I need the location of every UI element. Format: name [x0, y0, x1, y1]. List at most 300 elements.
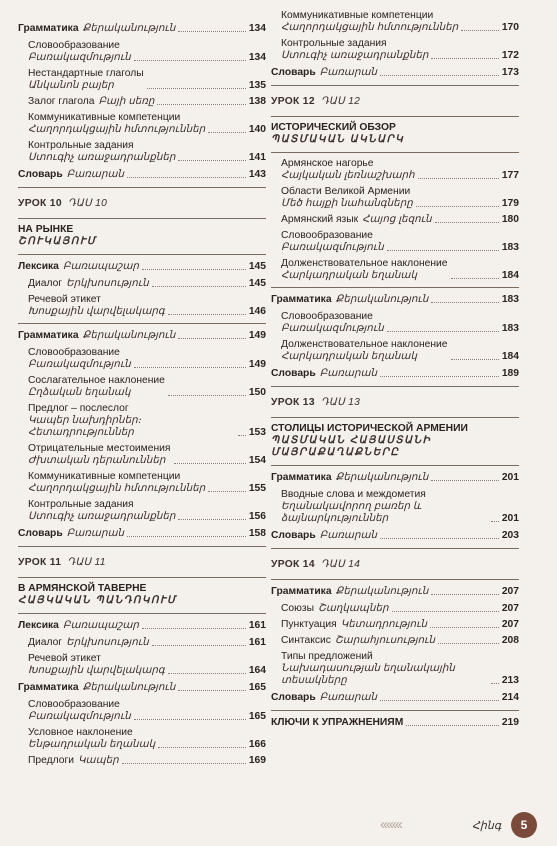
page-number: 150: [248, 387, 266, 398]
entry-text: [28, 278, 149, 290]
entry-hy: Շաղկապներ: [318, 603, 389, 614]
page-number: 143: [248, 169, 266, 180]
entry-text: [281, 311, 384, 335]
entry-ru: Словарь: [271, 368, 316, 379]
entry-ru: Словарь: [271, 692, 316, 703]
toc-entry: [18, 138, 266, 166]
toc-entry: [18, 525, 266, 543]
page-word-label: Հինգ: [472, 820, 502, 832]
entry-ru: Грамматика: [18, 682, 79, 693]
entry-ru: Нестандартные глаголы: [28, 68, 144, 79]
toc-entry: [271, 309, 519, 337]
toc-entry: [271, 601, 519, 617]
separator-line: [18, 577, 266, 578]
toc-entry: [271, 36, 519, 64]
toc-entry: [271, 337, 519, 365]
page-number-badge: 5: [511, 812, 537, 838]
entry-hy: Բառարան: [319, 692, 378, 703]
leader-dots: [451, 278, 499, 279]
page-number: 183: [501, 323, 519, 334]
leader-dots: [178, 160, 245, 161]
toc-entry: [271, 583, 519, 601]
lesson-title-hy: ՊԱՏՄԱԿԱՆ ՀԱՅԱՍՏԱՆԻ ՄԱՅՐԱՔԱՂԱՔՆԵՐԸ: [271, 435, 432, 458]
toc-entry: [18, 20, 266, 38]
entry-ru: Словарь: [18, 528, 63, 539]
leader-dots: [178, 519, 245, 520]
entry-text: [28, 96, 154, 108]
lesson-number-hy: ԴԱՍ 12: [320, 96, 361, 107]
toc-entry: [18, 497, 266, 525]
leader-dots: [134, 367, 246, 368]
entry-ru: Армянское нагорье: [281, 158, 374, 169]
entry-text: [18, 169, 124, 181]
entry-text: [18, 330, 175, 342]
entry-ru: Контрольные задания: [28, 140, 134, 151]
entry-hy: Ըղձական եղանակ: [28, 387, 131, 398]
entry-hy: Ստուգիչ առաջադրանքներ: [281, 50, 429, 61]
entry-ru: Отрицательные местоимения: [28, 443, 171, 454]
arrows-decoration-icon: ‹‹‹‹‹‹‹: [380, 816, 401, 833]
page-number: 180: [501, 214, 519, 225]
lesson-number-hy: ԴԱՍ 10: [67, 198, 108, 209]
entry-hy: Քերականություն: [335, 586, 429, 597]
separator-line: [271, 465, 519, 466]
lesson-number-ru: УРОК 11: [18, 557, 62, 568]
separator-line: [18, 254, 266, 255]
leader-dots: [380, 376, 499, 377]
toc-entry: [18, 441, 266, 469]
entry-text: [28, 653, 165, 677]
toc-entry: [18, 94, 266, 110]
entry-text: [281, 603, 389, 615]
entry-text: [18, 528, 124, 540]
page-number: 165: [248, 682, 266, 693]
entry-hy: Նախադասության եղանակային տեսակները: [281, 663, 455, 686]
page-number: 140: [248, 124, 266, 135]
leader-dots: [451, 359, 499, 360]
toc-entry: [271, 184, 519, 212]
leader-dots: [392, 611, 499, 612]
toc-entry: [18, 110, 266, 138]
entry-text: [281, 258, 448, 282]
entry-text: [28, 403, 235, 439]
lesson-number-ru: УРОК 12: [271, 96, 315, 107]
page-number: 203: [501, 530, 519, 541]
leader-dots: [168, 673, 246, 674]
page-number: 158: [248, 528, 266, 539]
entry-ru: Залог глагола: [28, 96, 95, 107]
lesson-number-hy: ԴԱՍ 13: [320, 397, 361, 408]
entry-ru: Контрольные задания: [28, 499, 134, 510]
toc-entry: [18, 66, 266, 94]
separator-line: [271, 548, 519, 549]
entry-hy: Քերականություն: [335, 472, 429, 483]
lesson-header: [271, 89, 519, 113]
leader-dots: [418, 178, 499, 179]
page-number: 161: [248, 637, 266, 648]
leader-dots: [168, 395, 246, 396]
leader-dots: [238, 435, 246, 436]
lesson-title-ru: В АРМЯНСКОЙ ТАВЕРНЕ: [18, 583, 147, 594]
entry-ru: Коммуникативные компетенции: [28, 471, 181, 482]
separator-line: [18, 323, 266, 324]
page-number: 184: [501, 351, 519, 362]
page-number: 134: [248, 52, 266, 63]
toc-entry: [18, 635, 266, 651]
page-number: 134: [248, 23, 266, 34]
page-number: 165: [248, 711, 266, 722]
entry-text: [281, 158, 415, 182]
page-number: 153: [248, 427, 266, 438]
page-number: 184: [501, 270, 519, 281]
lesson-title-hy: ՀԱՅԿԱԿԱՆ ՊԱՆԴՈԿՈՒՄ: [18, 595, 177, 606]
entry-hy: Բառապաշար: [62, 620, 139, 631]
leader-dots: [158, 747, 246, 748]
page-number: 183: [501, 242, 519, 253]
toc-entry: [271, 487, 519, 527]
entry-ru: Словарь: [271, 530, 316, 541]
toc-entry: [271, 714, 519, 732]
entry-hy: Բառակազմություն: [28, 359, 131, 370]
lesson-title: [18, 581, 266, 610]
entry-ru: Лексика: [18, 261, 59, 272]
entry-ru: Речевой этикет: [28, 294, 101, 305]
entry-ru: Грамматика: [271, 472, 332, 483]
page-number: 161: [248, 620, 266, 631]
leader-dots: [178, 338, 245, 339]
entry-text: [28, 40, 131, 64]
toc-entry: [18, 697, 266, 725]
page-number: 179: [501, 198, 519, 209]
page-number: 173: [501, 67, 519, 78]
leader-dots: [438, 643, 499, 644]
page-number: 155: [248, 483, 266, 494]
page-footer: [0, 812, 557, 838]
page-number: 208: [501, 635, 519, 646]
entry-ru: КЛЮЧИ К УПРАЖНЕНИЯМ: [271, 717, 404, 728]
entry-text: [281, 186, 413, 210]
leader-dots: [380, 75, 499, 76]
entry-hy: Խոսքային վարվելակարգ: [28, 306, 165, 317]
page-number: 141: [248, 152, 266, 163]
toc-entry: [18, 469, 266, 497]
entry-ru: Словообразование: [281, 311, 373, 322]
toc-entry: [271, 64, 519, 82]
leader-dots: [142, 269, 246, 270]
page-number: 183: [501, 294, 519, 305]
entry-ru: Сослагательное наклонение: [28, 375, 165, 386]
leader-dots: [174, 463, 246, 464]
lesson-title-ru: ИСТОРИЧЕСКИЙ ОБЗОР: [271, 122, 396, 133]
entry-ru: Грамматика: [18, 330, 79, 341]
entry-ru: Коммуникативные компетенции: [28, 112, 181, 123]
entry-ru: Диалог: [28, 637, 63, 648]
toc-entry: [18, 276, 266, 292]
entry-ru: Словообразование: [28, 699, 120, 710]
toc-entry: [271, 8, 519, 36]
entry-text: [271, 530, 377, 542]
leader-dots: [431, 594, 498, 595]
entry-hy: Բայի սեռը: [98, 96, 155, 107]
entry-ru: Вводные слова и междометия: [281, 489, 426, 500]
toc-entry: [271, 291, 519, 309]
entry-text: [271, 692, 377, 704]
leader-dots: [127, 177, 246, 178]
page-number: 201: [501, 513, 519, 524]
entry-ru: Типы предложений: [281, 651, 373, 662]
leader-dots: [127, 536, 246, 537]
entry-text: [28, 755, 119, 767]
leader-dots: [157, 104, 245, 105]
entry-ru: Синтаксис: [281, 635, 331, 646]
entry-hy: Կապեր նախդիրներ։ Հետադրություններ: [28, 415, 142, 438]
leader-dots: [461, 30, 499, 31]
toc-entry: [271, 228, 519, 256]
lesson-number-hy: ԴԱՍ 11: [67, 557, 106, 568]
entry-ru: Грамматика: [18, 23, 79, 34]
separator-line: [271, 579, 519, 580]
leader-dots: [491, 521, 499, 522]
entry-hy: Անկանոն բայեր: [28, 80, 114, 91]
leader-dots: [416, 206, 499, 207]
separator-line: [271, 710, 519, 711]
page-number: 170: [501, 22, 519, 33]
entry-hy: Բառարան: [66, 528, 125, 539]
toc-entry: [18, 753, 266, 769]
separator-line: [18, 187, 266, 188]
leader-dots: [431, 58, 498, 59]
separator-line: [271, 116, 519, 117]
entry-text: [271, 472, 428, 484]
leader-dots: [134, 719, 246, 720]
leader-dots: [380, 538, 499, 539]
page-number: 154: [248, 455, 266, 466]
entry-hy: Ենթադրական եղանակ: [28, 739, 156, 750]
entry-text: [28, 347, 131, 371]
separator-line: [271, 152, 519, 153]
entry-hy: Հաղորդակցային հմտություններ: [28, 483, 206, 494]
lesson-title-hy: ՊԱՏՄԱԿԱՆ ԱԿՆԱՐԿ: [271, 134, 405, 145]
leader-dots: [152, 645, 246, 646]
page-number: 145: [248, 261, 266, 272]
entry-ru: Долженствовательное наклонение: [281, 258, 448, 269]
leader-dots: [122, 763, 246, 764]
entry-text: [281, 651, 488, 687]
entry-text: [281, 489, 488, 525]
page-number: 156: [248, 511, 266, 522]
entry-text: [28, 140, 175, 164]
lesson-header: [18, 191, 266, 215]
toc-left-column: [18, 20, 266, 769]
entry-ru: Словообразование: [28, 40, 120, 51]
leader-dots: [387, 331, 499, 332]
entry-text: [18, 23, 175, 35]
toc-entry: [18, 725, 266, 753]
entry-ru: Союзы: [281, 603, 315, 614]
leader-dots: [431, 302, 498, 303]
entry-hy: Ժխտական դերանուններ: [28, 455, 166, 466]
page-number: 149: [248, 359, 266, 370]
toc-entry: [18, 327, 266, 345]
leader-dots: [380, 700, 499, 701]
page-number: 219: [501, 717, 519, 728]
entry-hy: Հարկադրական եղանակ: [281, 270, 417, 281]
entry-ru: Области Великой Армении: [281, 186, 411, 197]
entry-ru: Предлоги: [28, 755, 74, 766]
leader-dots: [208, 132, 246, 133]
leader-dots: [142, 628, 246, 629]
entry-hy: Բառարան: [319, 67, 378, 78]
entry-hy: Բառարան: [319, 368, 378, 379]
entry-ru: Словообразование: [281, 230, 373, 241]
entry-ru: Условное наклонение: [28, 727, 133, 738]
entry-hy: Բառակազմություն: [28, 711, 131, 722]
page-number: 214: [501, 692, 519, 703]
page-number: 164: [248, 665, 266, 676]
entry-text: [271, 586, 428, 598]
entry-hy: Կետադրություն: [340, 619, 428, 630]
entry-hy: Բառակազմություն: [28, 52, 131, 63]
toc-entry: [271, 617, 519, 633]
entry-ru: Лексика: [18, 620, 59, 631]
entry-text: [281, 339, 448, 363]
entry-ru: Пунктуация: [281, 619, 337, 630]
entry-text: [18, 620, 139, 632]
entry-hy: Կապեր: [78, 755, 119, 766]
entry-text: [18, 682, 175, 694]
entry-hy: Քերականություն: [335, 294, 429, 305]
entry-text: [271, 368, 377, 380]
entry-text: [271, 717, 403, 729]
toc-entry: [18, 651, 266, 679]
entry-ru: Грамматика: [271, 586, 332, 597]
entry-ru: Грамматика: [271, 294, 332, 305]
leader-dots: [178, 690, 245, 691]
entry-hy: Եղանակավորող բառեր և ձայնարկություններ: [281, 501, 422, 524]
lesson-number-ru: УРОК 10: [18, 198, 62, 209]
entry-hy: Քերականություն: [82, 23, 176, 34]
entry-ru: Словообразование: [28, 347, 120, 358]
entry-text: [28, 375, 165, 399]
toc-entry: [271, 633, 519, 649]
entry-text: [271, 67, 377, 79]
entry-ru: Армянский язык: [281, 214, 359, 225]
leader-dots: [491, 683, 499, 684]
lesson-title-hy: ՇՈՒԿԱՅՈՒՄ: [18, 236, 97, 247]
leader-dots: [431, 480, 498, 481]
toc-entry: [271, 527, 519, 545]
entry-text: [28, 443, 171, 467]
leader-dots: [178, 31, 245, 32]
entry-hy: Հաղորդակցային հմտություններ: [281, 22, 459, 33]
leader-dots: [152, 286, 246, 287]
page-number: 177: [501, 170, 519, 181]
lesson-number-ru: УРОК 14: [271, 559, 315, 570]
entry-hy: Ստուգիչ առաջադրանքներ: [28, 152, 176, 163]
toc-entry: [18, 292, 266, 320]
entry-hy: Երկխոսություն: [66, 278, 149, 289]
entry-ru: Словарь: [18, 169, 63, 180]
toc-entry: [271, 156, 519, 184]
lesson-header: [271, 552, 519, 576]
toc-entry: [18, 617, 266, 635]
toc-entry: [271, 689, 519, 707]
leader-dots: [435, 222, 499, 223]
entry-hy: Բառակազմություն: [281, 323, 384, 334]
entry-hy: Քերականություն: [82, 682, 176, 693]
entry-text: [281, 635, 435, 647]
lesson-number-hy: ԴԱՍ 14: [320, 559, 361, 570]
entry-hy: Բառապաշար: [62, 261, 139, 272]
entry-text: [28, 294, 165, 318]
entry-text: [281, 214, 432, 226]
entry-hy: Հարկադրական եղանակ: [281, 351, 417, 362]
separator-line: [18, 613, 266, 614]
leader-dots: [430, 627, 499, 628]
lesson-title: [271, 120, 519, 149]
page-number: 207: [501, 603, 519, 614]
leader-dots: [134, 60, 246, 61]
entry-text: [281, 38, 428, 62]
page-number: 213: [501, 675, 519, 686]
toc-entry: [18, 373, 266, 401]
entry-hy: Հայոց լեզուն: [362, 214, 432, 225]
leader-dots: [147, 88, 246, 89]
entry-text: [281, 10, 458, 34]
leader-dots: [387, 250, 499, 251]
entry-text: [281, 230, 384, 254]
lesson-header: [271, 390, 519, 414]
separator-line: [271, 85, 519, 86]
entry-text: [28, 699, 131, 723]
separator-line: [18, 218, 266, 219]
entry-text: [281, 619, 427, 631]
entry-ru: Коммуникативные компетенции: [281, 10, 434, 21]
entry-hy: Բառակազմություն: [281, 242, 384, 253]
page-number: 146: [248, 306, 266, 317]
leader-dots: [208, 491, 246, 492]
page-number: 166: [248, 739, 266, 750]
entry-ru: Словарь: [271, 67, 316, 78]
toc-entry: [271, 469, 519, 487]
entry-text: [28, 68, 144, 92]
leader-dots: [168, 314, 246, 315]
entry-ru: Контрольные задания: [281, 38, 387, 49]
leader-dots: [406, 725, 499, 726]
entry-hy: Երկխոսություն: [66, 637, 149, 648]
entry-hy: Բառարան: [319, 530, 378, 541]
toc-entry: [18, 345, 266, 373]
toc-entry: [18, 401, 266, 441]
page-number: 135: [248, 80, 266, 91]
lesson-title-ru: СТОЛИЦЫ ИСТОРИЧЕСКОЙ АРМЕНИИ: [271, 423, 468, 434]
entry-hy: Հայկական լեռնաշխարհ: [281, 170, 415, 181]
separator-line: [271, 287, 519, 288]
page-number: 149: [248, 330, 266, 341]
toc-right-column: [271, 8, 519, 732]
page-number: 138: [248, 96, 266, 107]
entry-text: [28, 637, 149, 649]
entry-ru: Диалог: [28, 278, 63, 289]
entry-hy: Ստուգիչ առաջադրանքներ: [28, 511, 176, 522]
page-number: 201: [501, 472, 519, 483]
page-number: 189: [501, 368, 519, 379]
lesson-title-ru: НА РЫНКЕ: [18, 224, 74, 235]
toc-entry: [18, 166, 266, 184]
entry-text: [18, 261, 139, 273]
toc-entry: [18, 258, 266, 276]
separator-line: [271, 386, 519, 387]
